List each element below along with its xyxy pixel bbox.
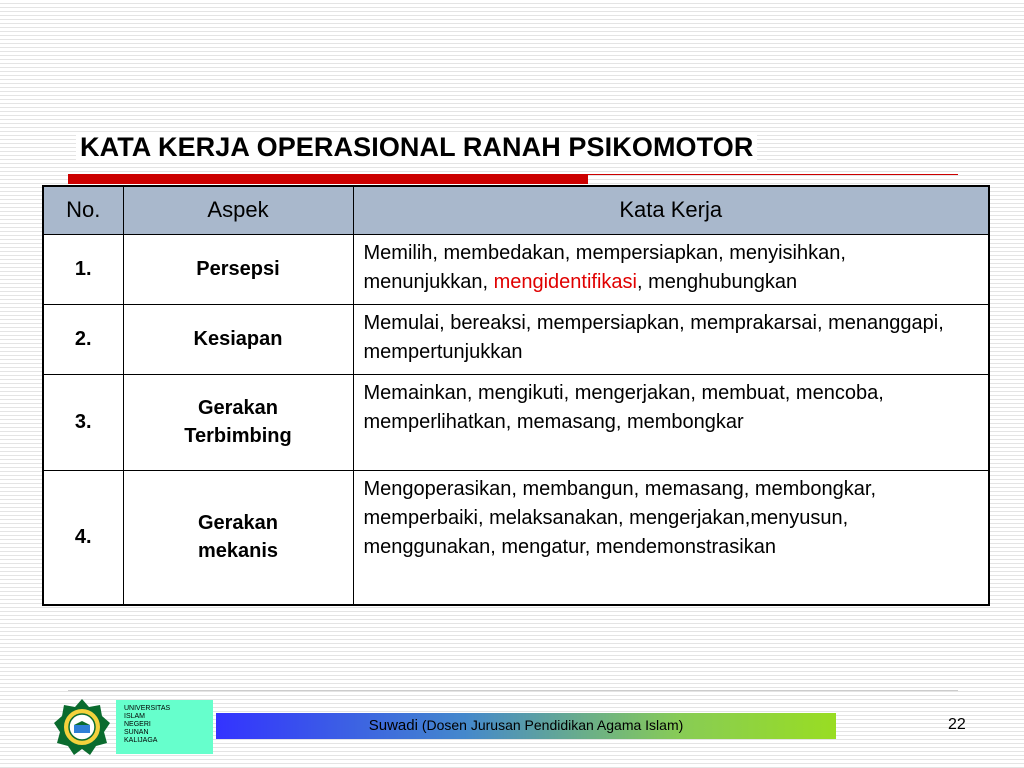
row-aspek: [123, 470, 353, 605]
table-row: [43, 234, 989, 304]
title-underline: [68, 174, 958, 184]
aspek-text: Gerakan: [197, 397, 279, 419]
table-header-row: [43, 186, 989, 234]
author-affiliation: (Dosen Jurusan Pendidikan Agama Islam): [421, 717, 684, 733]
header-no: No.: [43, 186, 123, 234]
kata-kerja-text: menunjukkan,: [363, 270, 494, 293]
title-underline-thick: [68, 174, 588, 184]
aspek-text: Gerakan: [197, 512, 279, 535]
highlighted-verb: mengidentifikasi: [493, 270, 637, 293]
university-name-line: NEGERI: [124, 721, 151, 728]
table-row: [43, 374, 989, 470]
aspek-text: Persepsi: [196, 258, 280, 280]
university-name-line: SUNAN: [124, 729, 149, 736]
aspek-text: Kesiapan: [193, 328, 283, 350]
slide-title: KATA KERJA OPERASIONAL RANAH PSIKOMOTOR: [76, 132, 757, 163]
row-aspek: [123, 374, 353, 470]
university-name-line: UNIVERSITAS: [124, 705, 171, 712]
table-row: [43, 470, 989, 605]
row-kata-kerja: Mengoperasikan, membangun, memasang, membongkar, memperbaiki, melaksanakan, mengerjakan,menyusun, menggunakan, mengatur, mendemonstrasikan: [353, 470, 989, 605]
row-kata-kerja: [353, 234, 989, 304]
kata-kerja-text: , menghubungkan: [637, 270, 798, 293]
row-aspek: [123, 304, 353, 374]
header-aspek: Aspek: [123, 186, 353, 234]
row-number: 3.: [43, 374, 123, 470]
title-underline-thin: [588, 174, 958, 175]
university-name-line: ISLAM: [124, 713, 146, 720]
row-number: 2.: [43, 304, 123, 374]
footer-divider: [68, 690, 958, 691]
row-number: 4.: [43, 470, 123, 605]
row-aspek: [123, 234, 353, 304]
row-kata-kerja: Memulai, bereaksi, mempersiapkan, memprakarsai, menanggapi, mempertunjukkan: [353, 304, 989, 374]
aspek-text: mekanis: [197, 540, 279, 563]
university-emblem-icon: [52, 697, 112, 757]
footer-credit: [216, 717, 836, 734]
table-row: [43, 304, 989, 374]
university-name-box: [116, 700, 213, 754]
footer-banner: [216, 713, 836, 739]
university-name-line: KALIJAGA: [124, 737, 158, 744]
row-number: 1.: [43, 234, 123, 304]
aspek-text: Terbimbing: [184, 425, 292, 447]
page-number: 22: [948, 716, 966, 733]
kata-kerja-table: [42, 185, 990, 606]
row-kata-kerja: Memainkan, mengikuti, mengerjakan, membuat, mencoba, memperlihatkan, memasang, membongkar: [353, 374, 989, 470]
kata-kerja-text: Memilih, membedakan, mempersiapkan, menyisihkan,: [363, 241, 846, 264]
author-name: Suwadi: [368, 717, 418, 734]
header-kata-kerja: Kata Kerja: [353, 186, 989, 234]
